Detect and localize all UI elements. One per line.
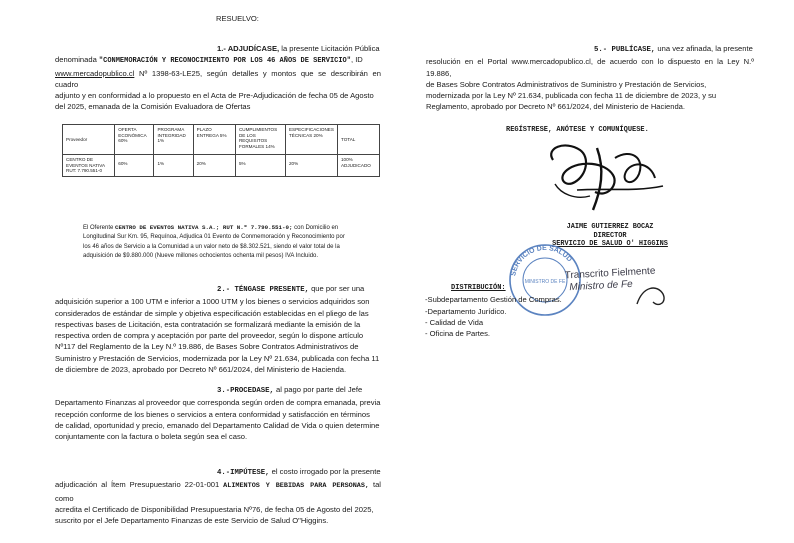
section-1-line5: del 2025, emanada de la Comisión Evaluadora de Ofertas	[55, 102, 251, 112]
stamp-line2: Ministro de Fe	[569, 278, 633, 294]
table-header: PROGRAMA INTEGRIDAD 1%	[154, 125, 193, 155]
section-1-line4: adjunto y en conformidad a lo propuesto en el Acta de Pre-Adjudicación de fecha 05 de Agosto	[55, 91, 374, 101]
oferente-name: CENTRO DE EVENTOS NATIVA S.A.;	[115, 224, 220, 231]
stamp-line1: Transcrito Fielmente	[564, 265, 656, 282]
section-3-tail: al pago por parte del Jefe	[273, 385, 363, 394]
signer-title: DIRECTOR	[593, 231, 627, 240]
distribution-block	[425, 283, 562, 339]
section-1-num: 1.- ADJUDÍCASE,	[217, 44, 280, 53]
table-header: OFERTA ECONÓMICA 60%	[115, 125, 154, 155]
table-cell: CENTRO DE EVENTOS NATIVA RUT: 7.790.551-0	[63, 155, 115, 177]
section-2-line: adquisición superior a 100 UTM e inferior a 1000 UTM y los bienes o servicios adquiridos son	[55, 297, 370, 307]
table-header-row	[63, 125, 380, 155]
distribution-title: DISTRIBUCIÓN:	[451, 284, 506, 292]
table-header: PLAZO ENTREGA 5%	[193, 125, 235, 155]
section-3-num: 3.-PROCEDASE,	[217, 387, 274, 395]
oferente-domicilio: con Domicilio en	[292, 225, 339, 231]
section-4-num: 4.-IMPÚTESE,	[217, 469, 270, 477]
section-2-line: Suministro y Prestación de Servicios, modernizada por la Ley Nº 21.634, publicada con fecha 11	[55, 353, 380, 363]
section-1-line3: Nº 1398-63-LE25, según detalles y montos que se describirán en cuadro	[55, 68, 381, 89]
signer-org: SERVICIO DE SALUD O' HIGGINS	[552, 240, 668, 249]
section-2	[55, 283, 381, 375]
oferente-rut: RUT N.º 7.790.551-0;	[219, 224, 293, 231]
section-4-line2: adjudicación al Ítem Presupuestario 22-01-001	[55, 480, 224, 490]
section-4	[55, 466, 381, 526]
section-3-line: conjuntamente con la factura o boleta según sea el caso.	[55, 432, 248, 442]
table-header: CUMPLIMIENTOS DE LOS REQUISITOS FORMALES 14%	[235, 125, 285, 155]
table-cell: 100% ADJUDICADO	[337, 155, 379, 177]
oferente-intro: El Oferente	[83, 225, 116, 231]
section-3	[55, 384, 381, 442]
signer-name: JAIME GUTIERREZ BOCAZ	[566, 223, 654, 231]
section-3-line: recepción conforme de los bienes o servicios a entera conformidad y satisfacción en términos	[55, 409, 370, 419]
adjudication-table	[62, 124, 380, 177]
section-5	[426, 43, 754, 113]
section-5-line: modernizada por la Ley Nº 21.634, publicada con fecha 11 de diciembre de 2023, y su	[426, 91, 717, 101]
resuelvo-heading: RESUELVO:	[216, 14, 259, 23]
section-2-num: 2.- TÉNGASE PRESENTE,	[217, 286, 309, 294]
table-header: ESPECIFICACIONES TÉCNICAS 20%	[285, 125, 337, 155]
table-cell: 1%	[154, 155, 193, 177]
section-2-line: considerados de estándar de simple y objetiva especificación establecidas en el pliego de las	[55, 308, 369, 318]
stamp-squiggle	[633, 282, 673, 312]
section-1-line2: denominada	[55, 55, 99, 65]
oferente-line3: los 46 años de Servicio a la Comunidad a un valor neto de $8.302.521, siendo el valor total de la	[83, 243, 340, 250]
budget-item: ALIMENTOS Y BEBIDAS PARA PERSONAS,	[223, 482, 370, 491]
section-2-tail: que por ser una	[308, 284, 365, 293]
oferente-line4: adquisición de $9.880.000 (Nueve millones ochocientos ochenta mil pesos) IVA Incluido.	[83, 253, 319, 260]
tender-name: "CONMEMORACIÓN Y RECONOCIMIENTO POR LOS 46 AÑOS DE SERVICIO"	[98, 57, 351, 66]
table-cell: 60%	[115, 155, 154, 177]
section-1-text: la presente Licitación Pública	[279, 44, 380, 53]
section-5-line: resolución en el Portal www.mercadopublico.cl, de acuerdo con lo dispuesto en la Ley N.º 19.886,	[426, 57, 754, 78]
section-3-line: Departamento Finanzas al proveedor que corresponda según orden de compra emanada, previa	[55, 398, 381, 408]
mercadopublico-link[interactable]: www.mercadopublico.cl	[55, 68, 135, 78]
section-2-line: respectivas bases de Licitación, esta contratación se formalizará mediante la emisión de la	[55, 319, 361, 329]
section-5-line: de Bases Sobre Contratos Administrativos de Suministro y Prestación de Servicios,	[426, 79, 707, 89]
stamp-ring-text: SERVICIO DE SALUD	[510, 244, 573, 277]
section-1	[55, 43, 381, 113]
registrese-line: REGÍSTRESE, ANÓTESE Y COMUNÍQUESE.	[506, 126, 649, 134]
table-cell: 20%	[193, 155, 235, 177]
section-4-line2-tail: tal como	[55, 480, 381, 503]
section-2-line: de diciembre de 2023, aprobado por Decreto Nº 661/2024, del Ministerio de Hacienda.	[55, 365, 347, 375]
table-header: TOTAL	[337, 125, 379, 155]
table-row	[63, 155, 380, 177]
distribution-item: - Oficina de Partes.	[425, 329, 490, 339]
oferente-paragraph	[83, 223, 379, 262]
section-2-line: Nº117 del Reglamento de la Ley N.º 19.886, de Bases Sobre Contratos Administrativos de	[55, 342, 359, 352]
table-cell: 5%	[235, 155, 285, 177]
section-5-num: 5.- PUBLÍCASE,	[594, 46, 656, 54]
table-header: Proveedor	[63, 125, 115, 155]
signature-image	[535, 130, 685, 220]
distribution-item: -Departamento Jurídico.	[425, 306, 507, 316]
section-4-line4: suscrito por el Jefe Departamento Finanzas de este Servicio de Salud O"Higgins.	[55, 516, 329, 526]
table-cell: 20%	[285, 155, 337, 177]
oferente-line2: Longitudinal Sur Km. 95, Requínoa, Adjudica 01 Evento de Conmemoración y Reconocimiento por	[83, 234, 345, 241]
section-3-line: de calidad, oportunidad y precio, emanado del Departamento Calidad de Vida o quien determine	[55, 420, 380, 430]
section-2-line: respectiva orden de compra y aceptación por parte del proveedor, según lo dispone artículo	[55, 331, 364, 341]
section-4-line3: acredita el Certificado de Disponibilidad Presupuestaria Nº76, de fecha 05 de Agosto del 2025,	[55, 504, 374, 514]
section-5-tail: una vez afinada, la presente	[655, 44, 753, 53]
stamp-inner-text: MINISTRO DE FE	[524, 279, 566, 285]
distribution-item: -Subdepartamento Gestión de Compras.	[425, 295, 562, 305]
distribution-item: - Calidad de Vida	[425, 317, 484, 327]
section-1-id: , ID	[350, 55, 363, 65]
section-4-tail: el costo irrogado por la presente	[269, 467, 381, 476]
section-5-line: Reglamento, aprobado por Decreto Nº 661/2024, del Ministerio de Hacienda.	[426, 102, 686, 112]
